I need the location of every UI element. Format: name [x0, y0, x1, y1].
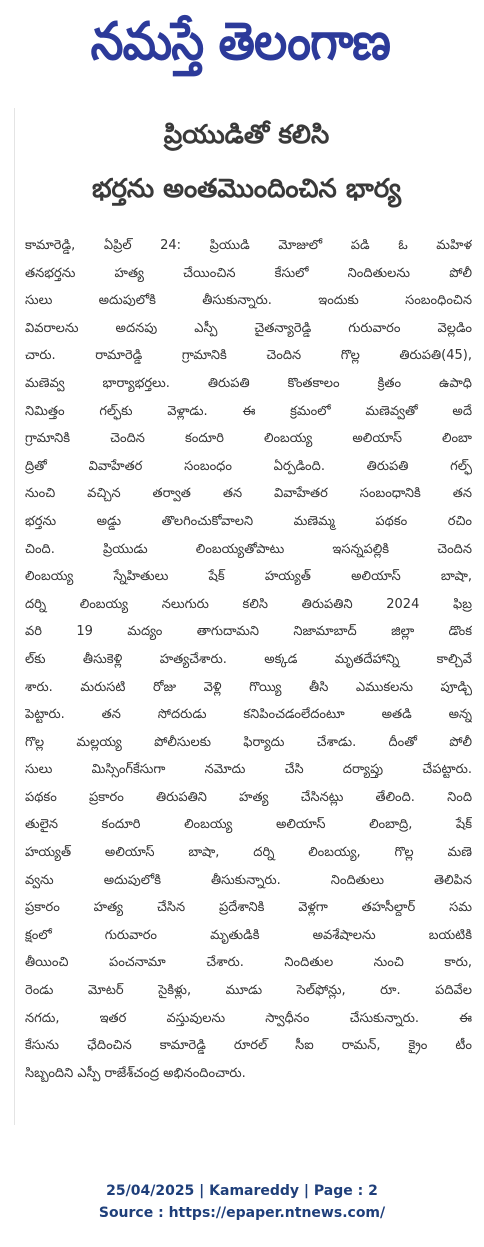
article-line: ద్రితో వివాహేతర సంబంధం ఏర్పడింది. తిరుపతి గల్ఫ్: [25, 458, 472, 474]
article-line: తీయించి పంచనామా చేశారు. నిందితుల నుంచి కారు,: [25, 955, 472, 971]
article-line: భర్తను అడ్డు తొలగించుకోవాలని మణెమ్మ పథకం రచిం: [25, 513, 472, 529]
footer-date-line: 25/04/2025 | Kamareddy | Page : 2: [106, 1183, 378, 1199]
article-line: నుంచి వచ్చిన తర్వాత తన వివాహేతర సంబంధానికి తన: [25, 486, 472, 502]
newspaper-masthead: [30, 8, 450, 88]
article-line: లింబయ్య స్నేహితులు షేక్ హయ్యత్ అలియాస్ బాషా,: [25, 569, 472, 585]
article-line: వ్వను అదుపులోకి తీసుకున్నారు. నిందితులు తెలిపిన: [25, 872, 472, 888]
news-clipping: [14, 108, 478, 1125]
headline-line-2: భర్తను అంతమొందించిన భార్య: [91, 174, 402, 204]
article-line: కేసును ఛేదించిన కామారెడ్డి రూరల్ సీఐ రామన్, క్రైం టీం: [25, 1038, 472, 1054]
article-line: శారు. మరుసటి రోజు వెళ్లి గొయ్యి తీసి ఎముకలను పూడ్చి: [25, 679, 472, 695]
article-line: వరి 19 మద్యం తాగుదామని నిజామాబాద్ జిల్లా డొంక: [25, 624, 472, 640]
article-line: మణెవ్వ భార్యాభర్తలు. తిరుపతి కొంతకాలం క్రితం ఉపాధి: [25, 375, 472, 391]
article-line: సులు మిస్సింగ్‌కేసుగా నమోదు చేసి దర్యాప్తు చేపట్టారు.: [25, 762, 472, 778]
footer-source-line: Source : https://epaper.ntnews.com/: [98, 1205, 386, 1221]
article-line: తులైన కందూరి లింబయ్య అలియాస్ లింబాద్రి, షేక్: [25, 817, 472, 833]
headline-line-1: ప్రియుడితో కలిసి: [163, 120, 330, 150]
article-line: గొల్ల మల్లయ్య పోలీసులకు ఫిర్యాదు చేశాడు. దీంతో పోలీ: [25, 734, 472, 750]
article-line: చారు. రామారెడ్డి గ్రామానికి చెందిన గొల్ల తిరుపతి(45),: [25, 348, 472, 364]
article-line: నగదు, ఇతర వస్తువులను స్వాధీనం చేసుకున్నారు. ఈ: [25, 1010, 472, 1026]
article-line: హయ్యత్ అలియాస్ బాషా, దర్ని లింబయ్య, గొల్ల మణె: [25, 845, 472, 861]
article-line: పెట్టారు. తన సోదరుడు కనిపించడంలేదంటూ అతడి అన్న: [25, 707, 472, 723]
article-line: చింది. ప్రియుడు లింబయ్యతోపాటు ఇసన్నపల్లికి చెందిన: [25, 541, 472, 557]
article-line: ల్‌కు తీసుకెళ్లి హత్యచేశారు. అక్కడ మృతదేహాన్ని కాల్చివే: [25, 651, 472, 667]
article-line: కామారెడ్డి, ఏప్రిల్ 24: ప్రియుడి మోజులో పడి ఓ మహిళ: [25, 238, 472, 253]
article-body: [25, 232, 472, 1087]
article-line: క్షంలో గురువారం మృతుడికి అవశేషాలను బయటికి: [25, 927, 472, 943]
article-line: ప్రకారం హత్య చేసిన ప్రదేశానికి వెళ్లగా తహసీల్దార్ సమ: [25, 900, 472, 916]
article-line: రెండు మోటర్ సైకిళ్లు, మూడు సెల్‌ఫోన్లు, రూ. పదివేల: [25, 983, 472, 999]
article-line: నిమిత్తం గల్ఫ్‌కు వెళ్లాడు. ఈ క్రమంలో మణెవ్వతో అదే: [25, 403, 472, 419]
article-line: పథకం ప్రకారం తిరుపతిని హత్య చేసినట్లు తేలింది. నింది: [25, 789, 472, 805]
article-line: దర్ని లింబయ్య నలుగురు కలిసి తిరుపతిని 2024 ఫిబ్ర: [25, 596, 472, 612]
article-line: వివరాలను అదనపు ఎస్పీ చైతన్యారెడ్డి గురువారం వెల్లడిం: [25, 320, 472, 336]
masthead-title: నమస్తే తెలంగాణ: [90, 11, 390, 72]
page-footer: [0, 1180, 484, 1224]
article-line: గ్రామానికి చెందిన కందూరి లింబయ్య అలియాస్ లింబా: [25, 431, 472, 447]
article-line: సులు అదుపులోకి తీసుకున్నారు. ఇందుకు సంబంధించిన: [25, 293, 472, 309]
article-line: సిబ్బందిని ఎస్పీ రాజేశ్‌చంద్ర అభినందించారు.: [25, 1065, 246, 1081]
article-line: తనభర్తను హత్య చేయించిన కేసులో నిందితులను పోలీ: [25, 265, 472, 281]
